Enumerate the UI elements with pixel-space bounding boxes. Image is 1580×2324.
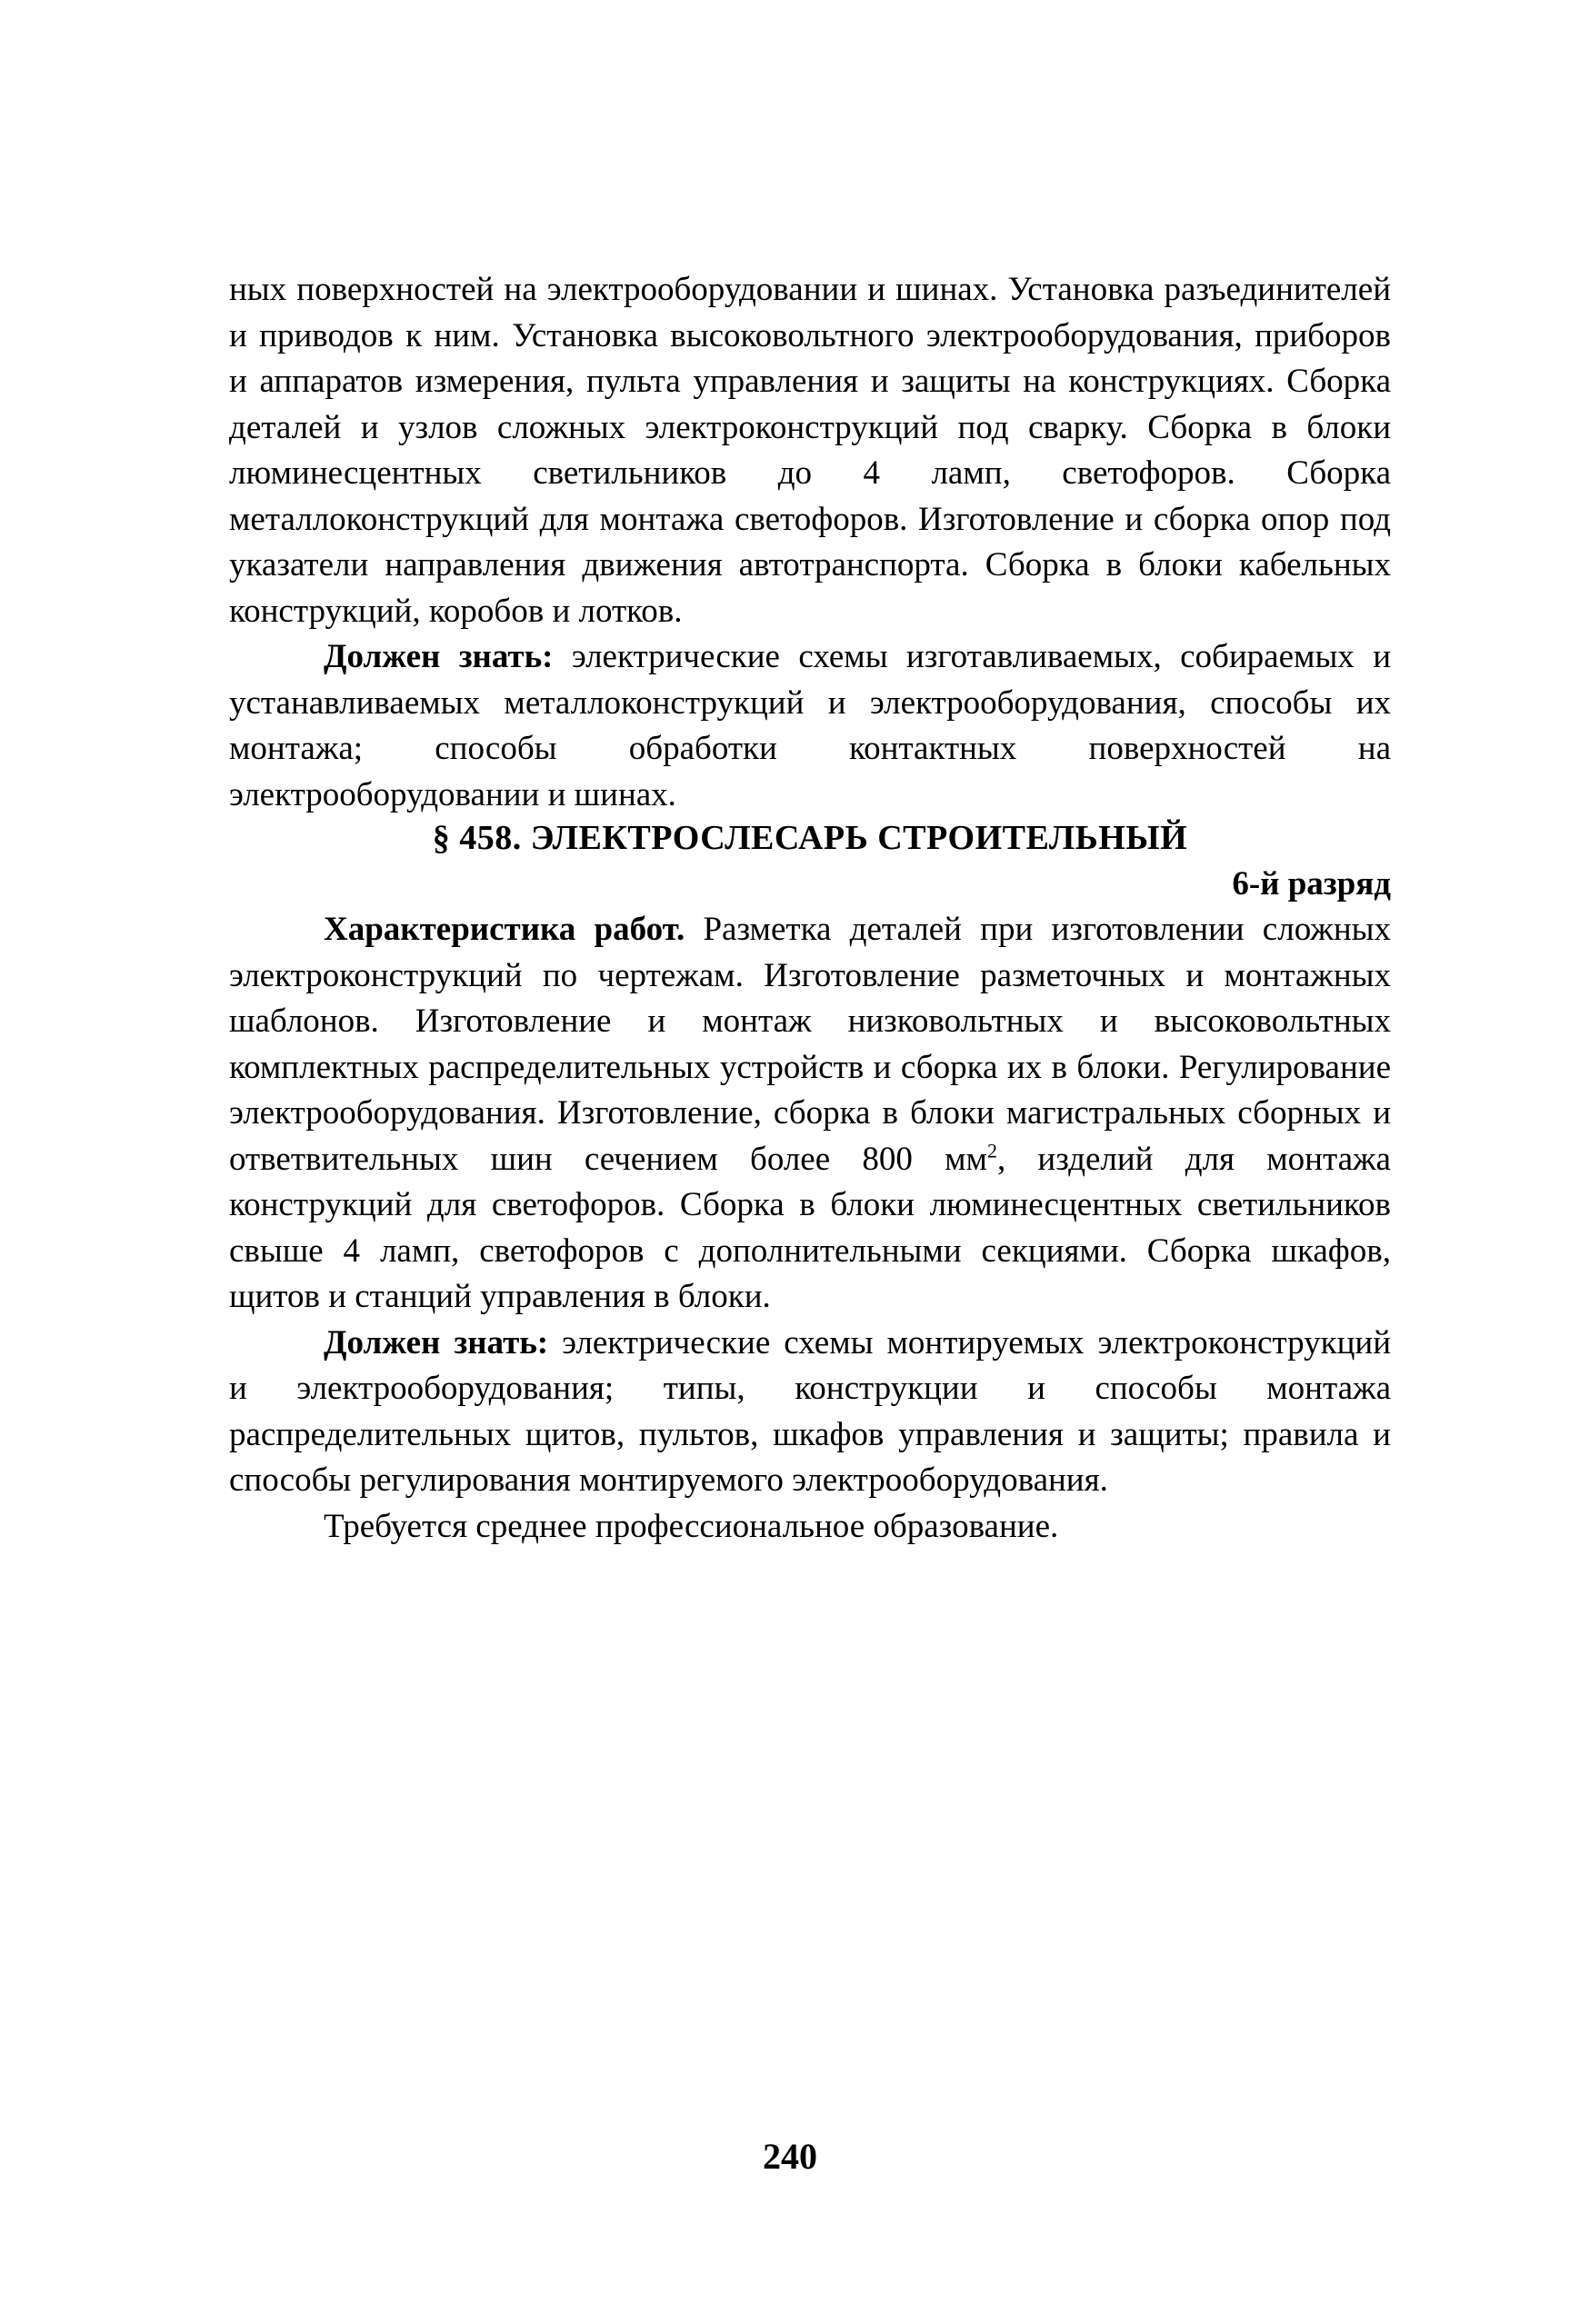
area-unit-superscript: 2: [986, 1139, 997, 1162]
work-description-continued: ных поверхностей на электрооборудовании и шинах. Установка разъединителей и приводов к ним. Установка высоковольтного электрооборудования, приборов и аппаратов измерения, пульта управления и защиты на конструкциях. Сборка деталей и узлов сложных электроконструкций под сварку. Сборка в блоки люминесцентных светильников до 4 ламп, светофоров. Сборка металлоконструкций для монтажа светофоров. Изготовление и сборка опор под указатели направления движения автотранспорта. Сборка в блоки кабельных конструкций, коробов и лотков.: [229, 271, 1391, 630]
characteristics-label: Характеристика работ.: [324, 911, 685, 948]
section-title: § 458. ЭЛЕКТРОСЛЕСАРЬ СТРОИТЕЛЬНЫЙ: [432, 819, 1188, 857]
knowledge-paragraph: [229, 634, 1391, 818]
knowledge-paragraph: [229, 1321, 1391, 1504]
continuation-block: [229, 267, 1391, 818]
grade-heading: 6-й разряд: [1232, 865, 1391, 903]
knowledge-text: электрические схемы монтируемых электроконструкций и электрооборудования; типы, конструкции и способы монтажа распределительных щитов, пультов, шкафов управления и защиты; правила и способы регулирования монтируемого электрооборудования.: [229, 1323, 1391, 1499]
education-requirement: Требуется среднее профессиональное образование.: [324, 1507, 1059, 1545]
knowledge-label: Должен знать:: [324, 1323, 549, 1361]
characteristics-paragraph: [229, 907, 1391, 1321]
characteristics-text-part-2: , изделий для монтажа конструкций для светофоров. Сборка в блоки люминесцентных светильников свыше 4 ламп, светофоров с дополнительными секциями. Сборка шкафов, щитов и станций управления в блоки.: [229, 1140, 1391, 1315]
knowledge-text: электрические схемы изготавливаемых, собираемых и устанавливаемых металлоконструкций и электрооборудования, способы их монтажа; способы обработки контактных поверхностей на электрооборудовании и шинах.: [229, 638, 1391, 813]
characteristics-text-part-1: Разметка деталей при изготовлении сложных электроконструкций по чертежам. Изготовление разметочных и монтажных шаблонов. Изготовление и монтаж низковольтных и высоковольтных комплектных распределительных устройств и сборка их в блоки. Регулирование электрооборудования. Изготовление, сборка в блоки магистральных сборных и ответвительных шин сечением более 800 мм: [229, 911, 1391, 1178]
knowledge-label: Должен знать:: [324, 638, 554, 675]
section-458: [229, 814, 1391, 1550]
page-number: 240: [763, 2136, 817, 2177]
